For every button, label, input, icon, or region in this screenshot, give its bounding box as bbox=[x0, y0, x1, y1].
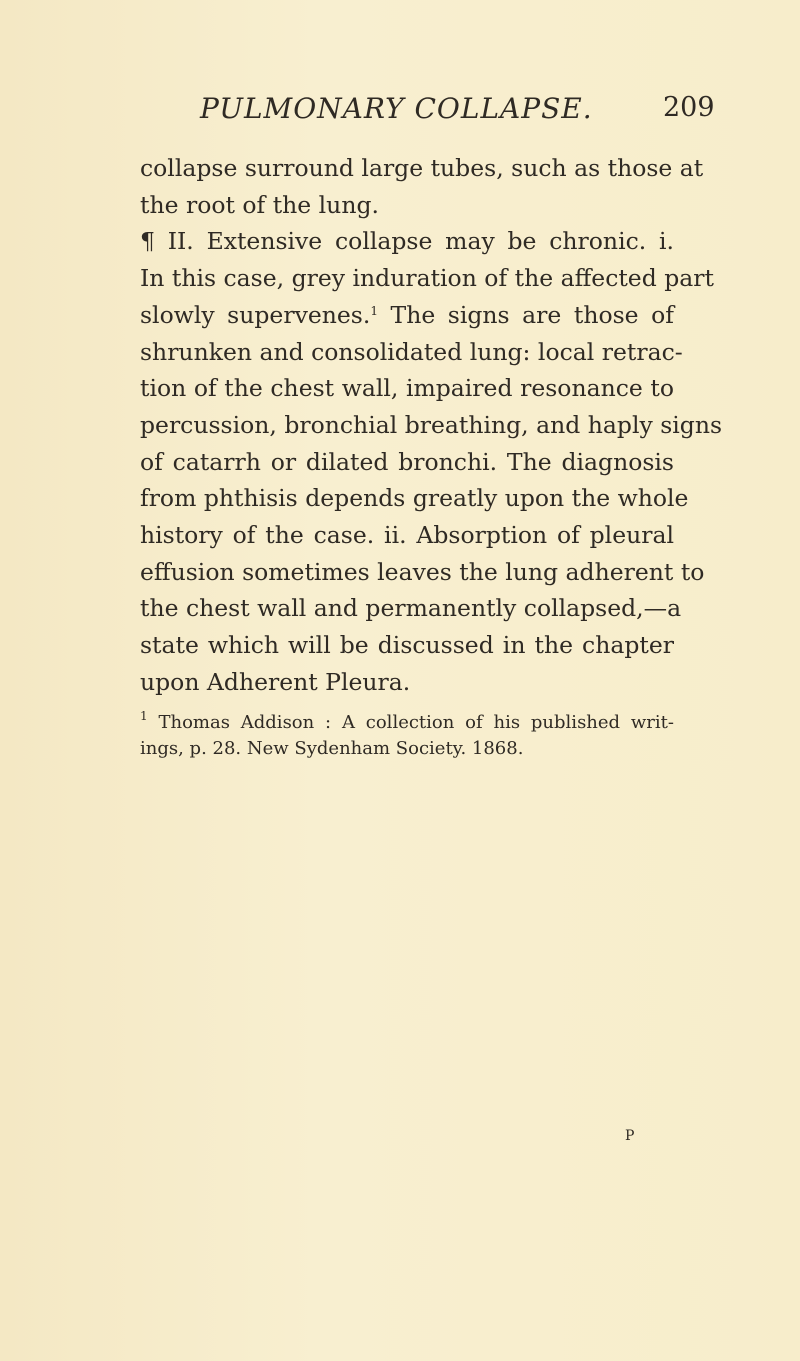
body-text bbox=[140, 150, 723, 701]
page-number: 209 bbox=[663, 92, 715, 123]
text-line-with-footnote bbox=[140, 297, 674, 334]
signature-mark: P bbox=[625, 1128, 635, 1144]
text-line: of catarrh or dilated bronchi. The diagnosis bbox=[140, 447, 674, 476]
text-line: In this case, grey induration of the affected part bbox=[140, 264, 714, 293]
footnote bbox=[140, 710, 674, 762]
footnote-marker: 1 bbox=[140, 709, 148, 723]
footnote-line: ings, p. 28. New Sydenham Society. 1868. bbox=[140, 738, 524, 759]
text-line: history of the case. ii. Absorption of pleural bbox=[140, 521, 674, 550]
text-line: shrunken and consolidated lung: local retrac- bbox=[140, 337, 683, 366]
text-line: state which will be discussed in the chapter bbox=[140, 631, 674, 660]
text-line: ¶ II. Extensive collapse may be chronic. i. bbox=[140, 227, 674, 256]
text-line: the chest wall and permanently collapsed,—a bbox=[140, 594, 682, 623]
text-line: upon Adherent Pleura. bbox=[140, 667, 411, 696]
footnote-line bbox=[140, 710, 674, 736]
text-line: collapse surround large tubes, such as those at bbox=[140, 154, 704, 182]
text-line: percussion, bronchial breathing, and haply signs bbox=[140, 410, 723, 439]
text-line: the root of the lung. bbox=[140, 190, 379, 219]
text-line: tion of the chest wall, impaired resonance to bbox=[140, 374, 674, 403]
text-line: effusion sometimes leaves the lung adherent to bbox=[140, 557, 705, 586]
text-fragment: The signs are those of bbox=[390, 300, 674, 329]
footnote-reference: 1 bbox=[370, 303, 378, 318]
text-line: from phthisis depends greatly upon the whole bbox=[140, 484, 689, 513]
running-title: PULMONARY COLLAPSE. bbox=[200, 92, 593, 125]
footnote-text: Thomas Addison : A collection of his published writ- bbox=[158, 712, 674, 733]
text-fragment: slowly supervenes. bbox=[140, 300, 371, 329]
